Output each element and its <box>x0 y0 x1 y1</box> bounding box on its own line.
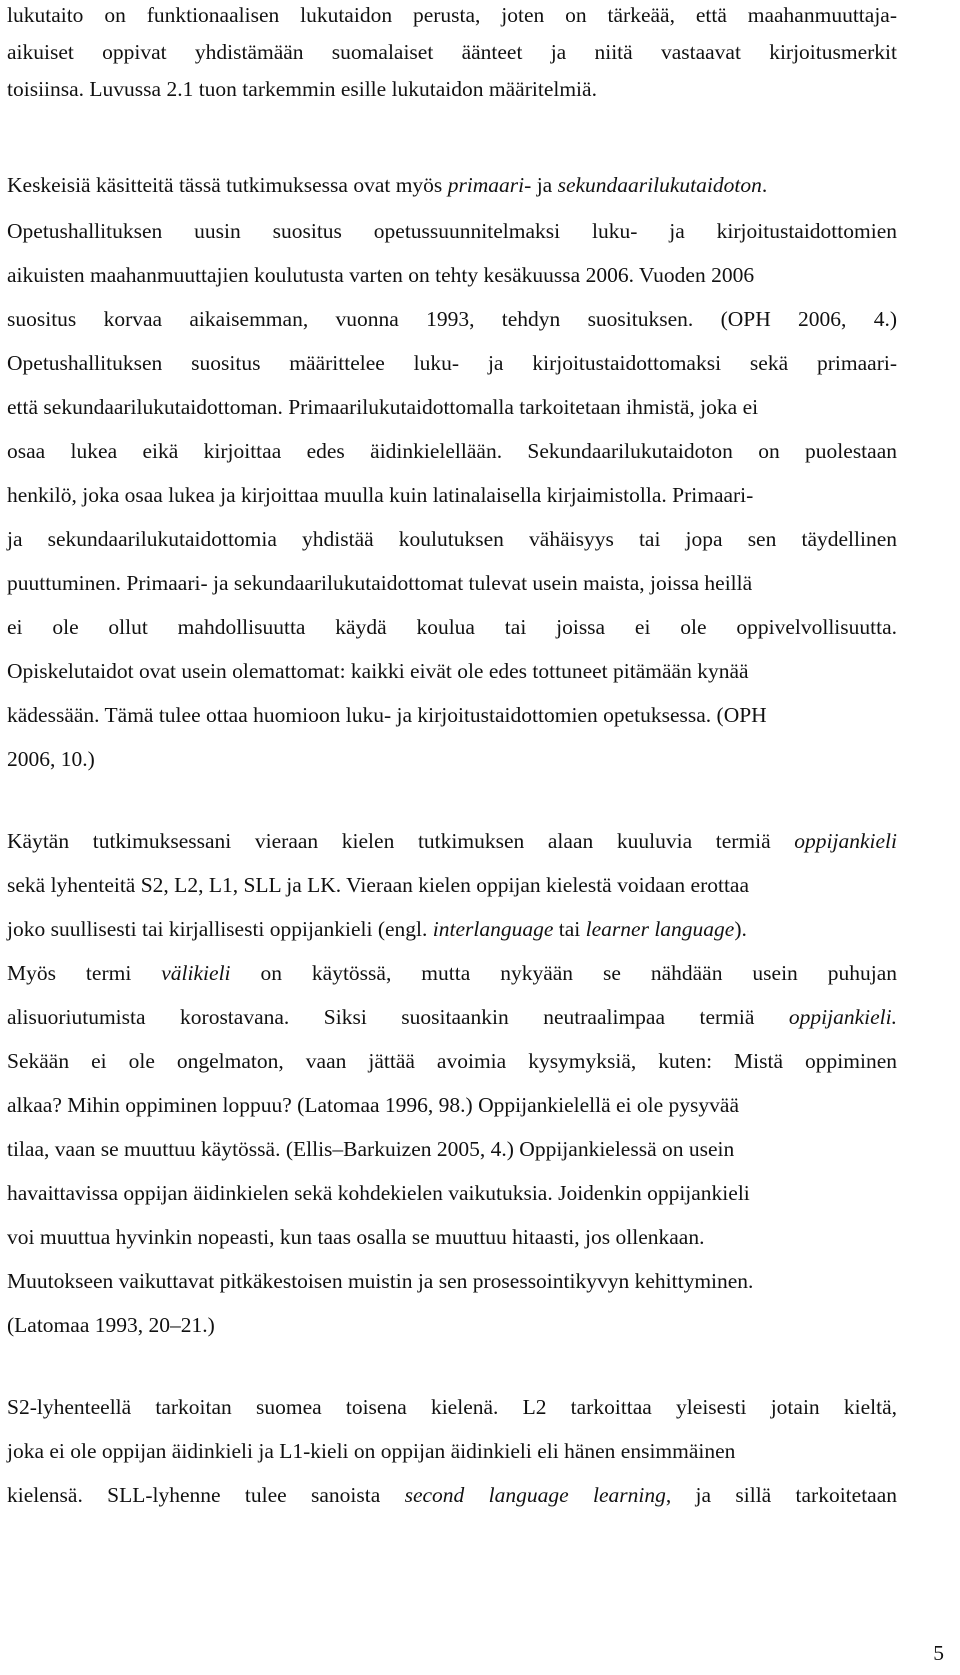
text-line <box>7 960 897 986</box>
text-line <box>7 1180 897 1206</box>
page-number: 5 <box>933 1641 944 1665</box>
text-segment: (Latomaa 1993, 20–21.) <box>7 1313 215 1337</box>
text-line <box>7 1482 897 1508</box>
text-segment: joko suullisesti tai kirjallisesti oppijankieli (engl. <box>7 917 433 941</box>
text-segment: Opiskelutaidot ovat usein olemattomat: kaikki eivät ole edes tottuneet pitämään kynää <box>7 659 749 683</box>
text-segment: Muutokseen vaikuttavat pitkäkestoisen muistin ja sen prosessointikyvyn kehittyminen. <box>7 1269 754 1293</box>
text-line <box>7 76 897 102</box>
text-segment: Sekään ei ole ongelmaton, vaan jättää avoimia kysymyksiä, kuten: Mistä oppiminen <box>7 1049 897 1073</box>
text-line <box>7 438 897 464</box>
text-line <box>7 306 897 332</box>
text-segment: tilaa, vaan se muuttuu käytössä. (Ellis–Barkuizen 2005, 4.) Oppijankielessä on usein <box>7 1137 735 1161</box>
text-segment: . <box>761 173 768 197</box>
italic-term: interlanguage <box>432 917 554 941</box>
text-segment: havaittavissa oppijan äidinkielen sekä kohdekielen vaikutuksia. Joidenkin oppijankieli <box>7 1181 750 1205</box>
text-segment: kädessään. Tämä tulee ottaa huomioon luku- ja kirjoitustaidottomien opetuksessa. (OPH <box>7 703 767 727</box>
text-segment: tai <box>553 917 586 941</box>
italic-term: sekundaarilukutaidoton <box>557 173 762 197</box>
text-line <box>7 828 897 854</box>
text-line <box>7 1004 897 1030</box>
text-line <box>7 1268 897 1294</box>
text-line <box>7 172 897 198</box>
text-segment: Opetushallituksen uusin suositus opetussuunnitelmaksi luku- ja kirjoitustaidottomien <box>7 219 897 243</box>
text-segment: suositus korvaa aikaisemman, vuonna 1993, tehdyn suosituksen. (OPH 2006, 4.) <box>7 307 897 331</box>
italic-term: välikieli <box>161 961 231 985</box>
text-segment: osaa lukea eikä kirjoittaa edes äidinkielellään. Sekundaarilukutaidoton on puolestaan <box>7 439 897 463</box>
text-segment: ). <box>734 917 747 941</box>
text-segment: ja <box>531 173 558 197</box>
text-segment: toisiinsa. Luvussa 2.1 tuon tarkemmin esille lukutaidon määritelmiä. <box>7 77 597 101</box>
text-segment: Keskeisiä käsitteitä tässä tutkimuksessa ovat myös <box>7 173 448 197</box>
italic-term: second language learning <box>404 1483 666 1507</box>
text-segment: Käytän tutkimuksessani vieraan kielen tutkimuksen alaan kuuluvia termiä <box>7 829 795 853</box>
text-segment: 2006, 10.) <box>7 747 95 771</box>
text-line <box>7 1224 897 1250</box>
text-line <box>7 872 897 898</box>
text-line <box>7 1312 897 1338</box>
text-segment: Myös termi <box>7 961 162 985</box>
text-segment: aikuiset oppivat yhdistämään suomalaiset äänteet ja niitä vastaavat kirjoitusmerkit <box>7 40 897 64</box>
text-segment: Opetushallituksen suositus määrittelee luku- ja kirjoitustaidottomaksi sekä primaari- <box>7 351 897 375</box>
text-segment: joka ei ole oppijan äidinkieli ja L1-kieli on oppijan äidinkieli eli hänen ensimmäinen <box>7 1439 736 1463</box>
text-line <box>7 658 897 684</box>
text-line <box>7 916 897 942</box>
text-segment: on käytössä, mutta nykyään se nähdään usein puhujan <box>230 961 898 985</box>
text-line <box>7 1438 897 1464</box>
text-segment: aikuisten maahanmuuttajien koulutusta varten on tehty kesäkuussa 2006. Vuoden 2006 <box>7 263 755 287</box>
italic-term: oppijankieli <box>794 829 897 853</box>
text-line <box>7 2 897 28</box>
text-segment: voi muuttua hyvinkin nopeasti, kun taas osalla se muuttuu hitaasti, jos ollenkaan. <box>7 1225 705 1249</box>
text-segment: ei ole ollut mahdollisuutta käydä koulua tai joissa ei ole oppivelvollisuutta. <box>7 615 897 639</box>
text-line <box>7 570 897 596</box>
text-segment: että sekundaarilukutaidottoman. Primaarilukutaidottomalla tarkoitetaan ihmistä, joka ei <box>7 395 759 419</box>
text-line <box>7 262 897 288</box>
text-line <box>7 526 897 552</box>
text-line <box>7 350 897 376</box>
text-line <box>7 1048 897 1074</box>
italic-term: learner language <box>585 917 735 941</box>
text-segment: henkilö, joka osaa lukea ja kirjoittaa muulla kuin latinalaisella kirjaimistolla. Primaari- <box>7 483 754 507</box>
text-line <box>7 1136 897 1162</box>
text-line <box>7 702 897 728</box>
text-line <box>7 39 897 65</box>
italic-term: primaari- <box>447 173 532 197</box>
text-segment: lukutaito on funktionaalisen lukutaidon perusta, joten on tärkeää, että maahanmuuttaja- <box>7 3 897 27</box>
text-line <box>7 482 897 508</box>
text-segment: , ja sillä tarkoitetaan <box>665 1483 898 1507</box>
text-line <box>7 394 897 420</box>
text-segment: puuttuminen. Primaari- ja sekundaarilukutaidottomat tulevat usein maista, joissa heillä <box>7 571 753 595</box>
text-line <box>7 218 897 244</box>
text-line <box>7 1092 897 1118</box>
text-segment: sekä lyhenteitä S2, L2, L1, SLL ja LK. Vieraan kielen oppijan kielestä voidaan erottaa <box>7 873 750 897</box>
text-line <box>7 746 897 772</box>
text-segment: alkaa? Mihin oppiminen loppuu? (Latomaa 1996, 98.) Oppijankielellä ei ole pysyvää <box>7 1093 739 1117</box>
text-line <box>7 614 897 640</box>
text-line <box>7 1394 897 1420</box>
text-segment: alisuoriutumista korostavana. Siksi suositaankin neutraalimpaa termiä <box>7 1005 789 1029</box>
text-segment: S2-lyhenteellä tarkoitan suomea toisena kielenä. L2 tarkoittaa yleisesti jotain kieltä, <box>7 1395 897 1419</box>
italic-term: oppijankieli. <box>788 1005 897 1029</box>
text-segment: ja sekundaarilukutaidottomia yhdistää koulutuksen vähäisyys tai jopa sen täydellinen <box>7 527 897 551</box>
text-segment: kielensä. SLL-lyhenne tulee sanoista <box>7 1483 405 1507</box>
